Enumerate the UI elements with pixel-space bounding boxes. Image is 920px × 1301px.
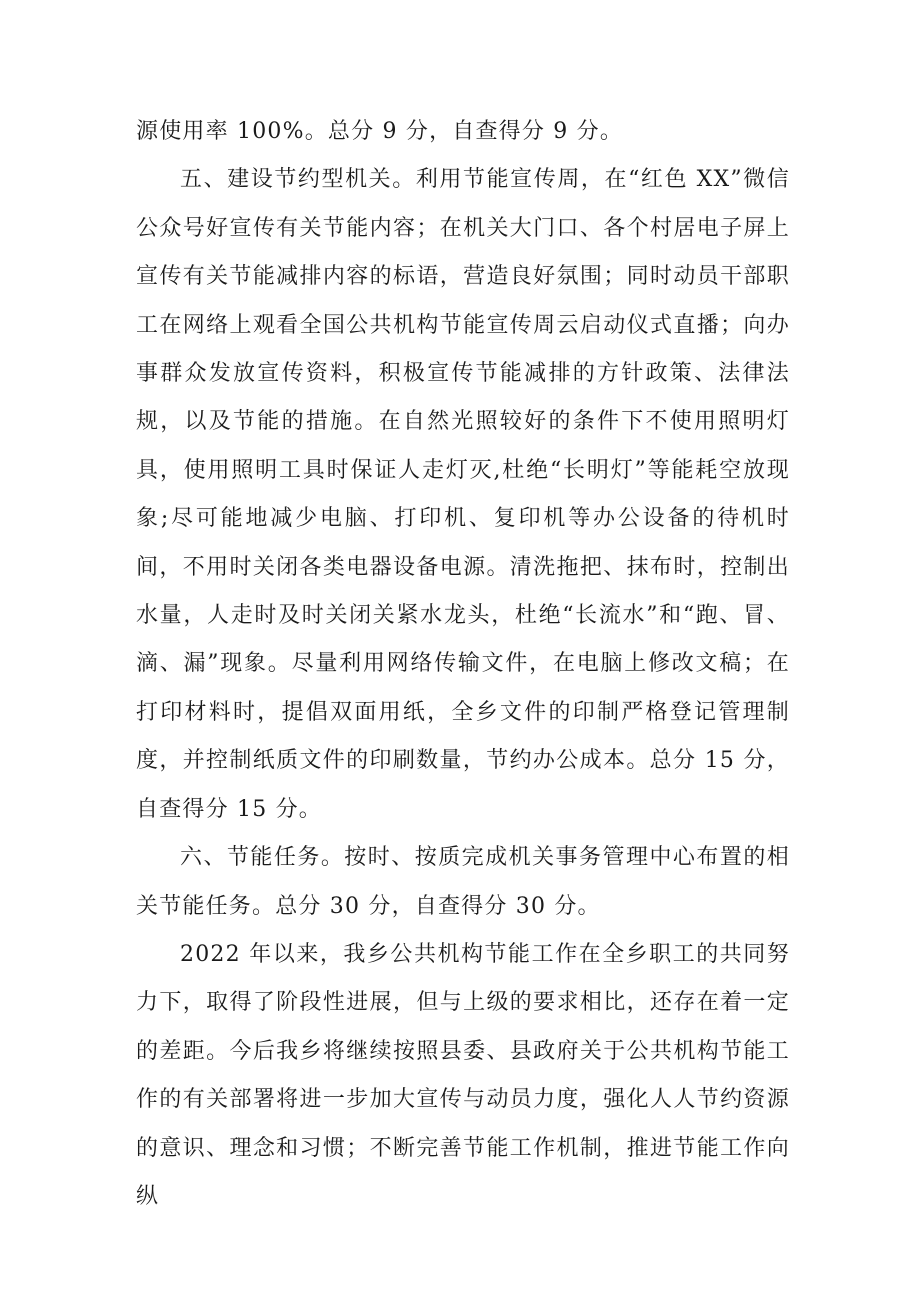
paragraph-section-five: 五、建设节约型机关。利用节能宣传周，在“红色 XX”微信公众号好宣传有关节能内容；在机关大门口、各个村居电子屏上宣传有关节能减排内容的标语，营造良好氛围；同时动员干部职工在网络上观看全国公共机构节能宣传周云启动仪式直播；向办事群众发放宣传资料，积极宣传节能减排的方针政策、法律法规，以及节能的措施。在自然光照较好的条件下不使用照明灯具，使用照明工具时保证人走灯灭,杜绝“长明灯”等能耗空放现象;尽可能地减少电脑、打印机、复印机等办公设备的待机时间，不用时关闭各类电器设备电源。清洗拖把、抹布时，控制出水量，人走时及时关闭关紧水龙头，杜绝“长流水”和“跑、冒、滴、漏”现象。尽量利用网络传输文件，在电脑上修改文稿；在打印材料时，提倡双面用纸，全乡文件的印制严格登记管理制度，并控制纸质文件的印刷数量，节约办公成本。总分 15 分，自查得分 15 分。 [136, 167, 790, 822]
paragraph-continuation: 源使用率 100%。总分 9 分，自查得分 9 分。 [136, 119, 624, 144]
document-body [136, 108, 790, 1221]
paragraph-summary: 2022 年以来，我乡公共机构节能工作在全乡职工的共同努力下，取得了阶段性进展，但与上级的要求相比，还存在着一定的差距。今后我乡将继续按照县委、县政府关于公共机构节能工作的有关部署将进一步加大宣传与动员力度，强化人人节约资源的意识、理念和习惯；不断完善节能工作机制，推进节能工作向纵 [136, 941, 790, 1209]
paragraph-section-six: 六、节能任务。按时、按质完成机关事务管理中心布置的相关节能任务。总分 30 分，自查得分 30 分。 [136, 845, 790, 919]
